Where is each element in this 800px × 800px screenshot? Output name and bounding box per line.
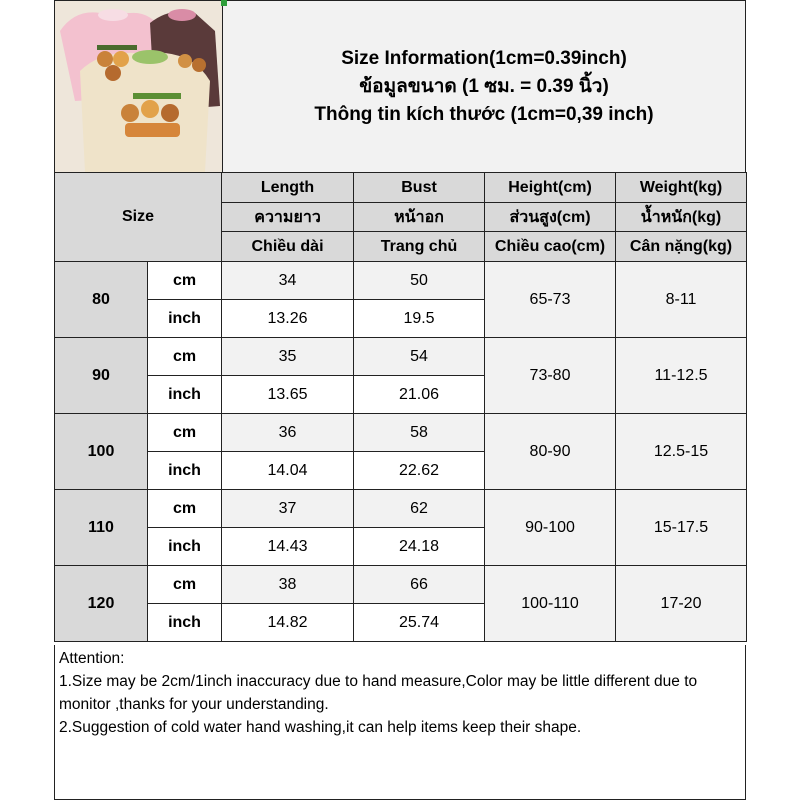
title-english: Size Information(1cm=0.39inch) xyxy=(341,47,627,69)
col-bust-th: หน้าอก xyxy=(354,203,485,232)
length-inch: 14.43 xyxy=(222,528,354,566)
note-measure: 1.Size may be 2cm/1inch inaccuracy due to hand measure,Color may be little different due to monitor ,thanks for your understanding. xyxy=(59,673,698,713)
col-height-en: Height(cm) xyxy=(485,173,616,203)
unit-inch: inch xyxy=(148,300,222,338)
weight-range: 17-20 xyxy=(616,566,747,642)
attention-notes xyxy=(54,645,746,800)
weight-range: 8-11 xyxy=(616,262,747,338)
unit-cm: cm xyxy=(148,490,222,528)
length-cm: 37 xyxy=(222,490,354,528)
notes-heading: Attention: xyxy=(59,650,125,667)
title-box xyxy=(223,1,745,172)
bust-inch: 25.74 xyxy=(354,604,485,642)
bust-cm: 58 xyxy=(354,414,485,452)
bust-inch: 21.06 xyxy=(354,376,485,414)
bust-inch: 22.62 xyxy=(354,452,485,490)
height-range: 100-110 xyxy=(485,566,616,642)
length-cm: 35 xyxy=(222,338,354,376)
height-range: 65-73 xyxy=(485,262,616,338)
size-cell: 120 xyxy=(55,566,148,642)
chart-header xyxy=(54,0,746,172)
size-cell: 90 xyxy=(55,338,148,414)
unit-inch: inch xyxy=(148,376,222,414)
col-length-vi: Chiều dài xyxy=(222,232,354,262)
size-table xyxy=(54,172,747,642)
bust-inch: 19.5 xyxy=(354,300,485,338)
shirts-image xyxy=(55,1,222,172)
title-thai: ข้อมูลขนาด (1 ซม. = 0.39 นิ้ว) xyxy=(359,75,609,97)
size-cell: 80 xyxy=(55,262,148,338)
corner-mark-icon xyxy=(221,0,227,6)
note-washing: 2.Suggestion of cold water hand washing,it can help items keep their shape. xyxy=(59,719,582,736)
size-heading: Size xyxy=(55,173,222,262)
weight-range: 15-17.5 xyxy=(616,490,747,566)
col-height-vi: Chiều cao(cm) xyxy=(485,232,616,262)
weight-range: 12.5-15 xyxy=(616,414,747,490)
unit-cm: cm xyxy=(148,262,222,300)
unit-cm: cm xyxy=(148,338,222,376)
weight-range: 11-12.5 xyxy=(616,338,747,414)
col-height-th: ส่วนสูง(cm) xyxy=(485,203,616,232)
col-length-en: Length xyxy=(222,173,354,203)
length-inch: 13.65 xyxy=(222,376,354,414)
title-vietnamese: Thông tin kích thước (1cm=0,39 inch) xyxy=(314,103,654,125)
size-chart xyxy=(54,0,746,800)
unit-cm: cm xyxy=(148,414,222,452)
bust-cm: 54 xyxy=(354,338,485,376)
length-inch: 13.26 xyxy=(222,300,354,338)
length-cm: 38 xyxy=(222,566,354,604)
bust-cm: 50 xyxy=(354,262,485,300)
unit-inch: inch xyxy=(148,452,222,490)
height-range: 73-80 xyxy=(485,338,616,414)
unit-cm: cm xyxy=(148,566,222,604)
col-weight-th: น้ำหนัก(kg) xyxy=(616,203,747,232)
size-cell: 100 xyxy=(55,414,148,490)
col-bust-vi: Trang chủ xyxy=(354,232,485,262)
height-range: 90-100 xyxy=(485,490,616,566)
col-length-th: ความยาว xyxy=(222,203,354,232)
product-photo xyxy=(55,1,223,172)
size-cell: 110 xyxy=(55,490,148,566)
bust-cm: 66 xyxy=(354,566,485,604)
length-inch: 14.04 xyxy=(222,452,354,490)
col-bust-en: Bust xyxy=(354,173,485,203)
length-cm: 36 xyxy=(222,414,354,452)
col-weight-vi: Cân nặng(kg) xyxy=(616,232,747,262)
unit-inch: inch xyxy=(148,528,222,566)
unit-inch: inch xyxy=(148,604,222,642)
length-cm: 34 xyxy=(222,262,354,300)
bust-inch: 24.18 xyxy=(354,528,485,566)
height-range: 80-90 xyxy=(485,414,616,490)
bust-cm: 62 xyxy=(354,490,485,528)
col-weight-en: Weight(kg) xyxy=(616,173,747,203)
length-inch: 14.82 xyxy=(222,604,354,642)
